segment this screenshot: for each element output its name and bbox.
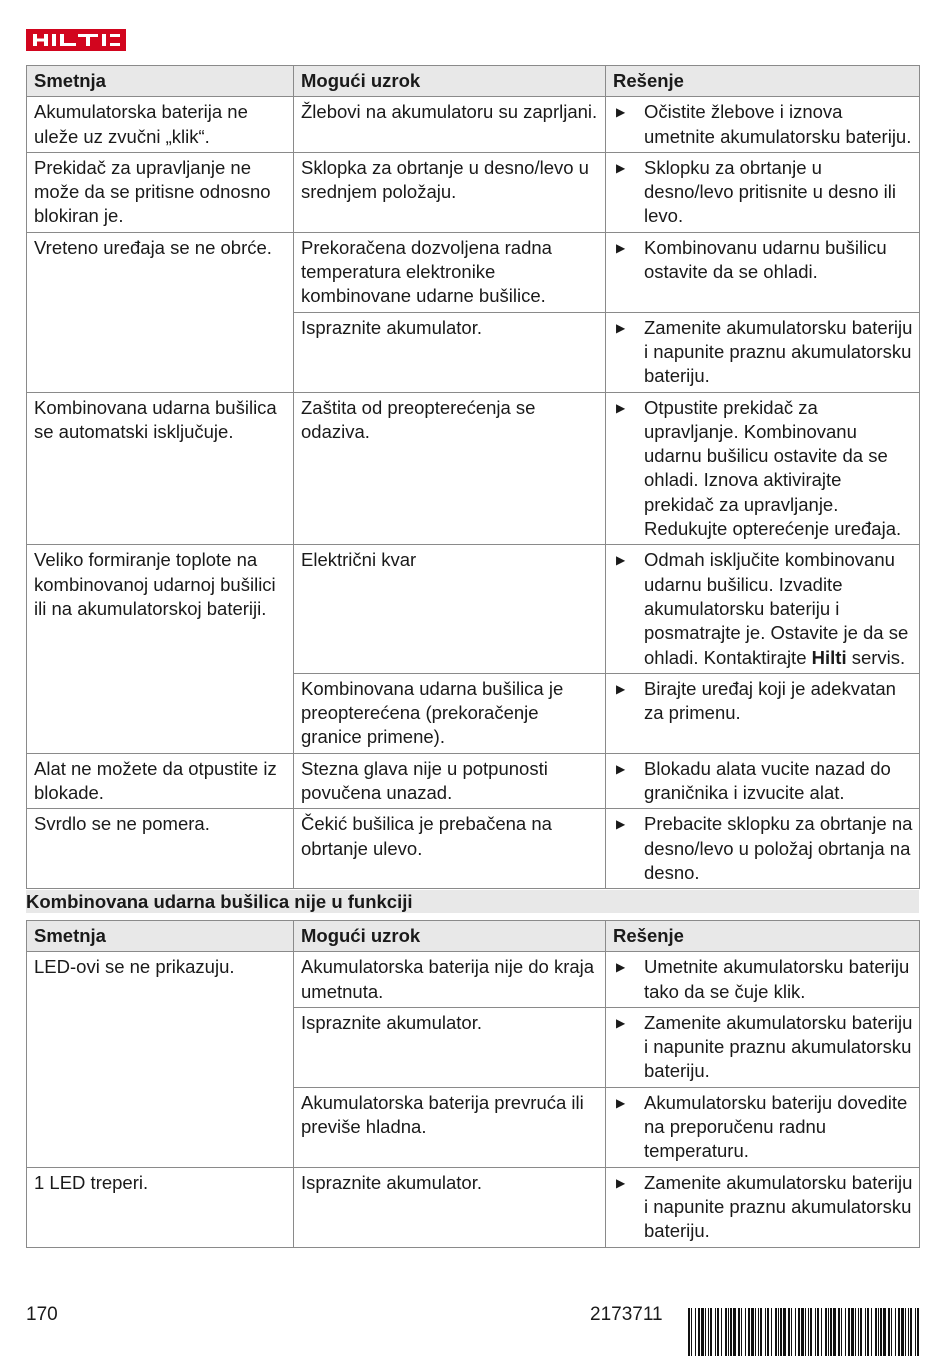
solution-cell [606,673,920,753]
barcode-bar [691,1308,692,1356]
table-row [27,1167,920,1247]
solution-text: Akumulatorsku bateriju dovedite na preporučenu radnu temperaturu. [644,1091,908,1162]
solution-cell [606,545,920,673]
hilti-logo [26,29,126,51]
document-number: 2173711 [590,1304,663,1325]
solution-text-part: Odmah isključite kombinovanu udarnu bušilicu. Izvadite akumulatorsku bateriju i posmatrajte je. Ostavite je da se ohladi. Kontaktirajte [644,549,909,668]
problem-cell: Akumulatorska baterija ne uleže uz zvučni „klik“. [27,97,294,153]
barcode-bar [848,1308,850,1356]
solution-cell [606,1007,920,1087]
barcode-bar [738,1308,740,1356]
cause-cell: Zaštita od preopterećenja se odaziva. [294,392,606,545]
arrow-right-icon: ▶ [616,240,626,255]
cause-cell: Stezna glava nije u potpunosti povučena unazad. [294,753,606,809]
cause-cell: Električni kvar [294,545,606,673]
header-solution: Rešenje [606,66,920,97]
header-problem: Smetnja [27,921,294,952]
cause-cell: Sklopka za obrtanje u desno/levo u srednjem položaju. [294,152,606,232]
problem-cell: Veliko formiranje toplote na kombinovanoj udarnoj bušilici ili na akumulatorskoj bateriji. [27,545,294,753]
barcode-bar [908,1308,909,1356]
barcode-bar [745,1308,746,1356]
solution-text: Zamenite akumulatorsku bateriju i napunite praznu akumulatorsku bateriju. [644,1011,913,1082]
troubleshooting-table-1 [26,65,920,889]
barcode-bar [728,1308,729,1356]
solution-text: Kombinovanu udarnu bušilicu ostavite da se ohladi. [644,236,887,283]
cause-cell: Ispraznite akumulator. [294,312,606,392]
barcode-bar [758,1308,759,1356]
solution-text [644,548,913,669]
barcode-bar [910,1308,912,1356]
solution-text: Sklopku za obrtanje u desno/levo pritisnite u desno ili levo. [644,156,896,227]
arrow-right-icon: ▶ [616,160,626,175]
problem-cell: 1 LED treperi. [27,1167,294,1247]
solution-text-part: servis. [846,646,906,668]
solution-text: Umetnite akumulatorsku bateriju tako da se čuje klik. [644,956,910,1002]
arrow-right-icon: ▶ [616,1015,626,1030]
barcode-bar [895,1308,896,1356]
barcode-bar [808,1308,809,1356]
barcode-bar [765,1308,766,1356]
arrow-right-icon: ▶ [616,400,626,415]
solution-cell [606,97,920,153]
table-header-row [27,921,920,952]
barcode-bar [828,1308,829,1356]
barcode-bar [883,1308,886,1356]
barcode-bar [898,1308,900,1356]
arrow-right-icon: ▶ [616,817,626,832]
solution-text: Očistite žlebove i iznova umetnite akumulatorsku bateriju. [644,101,912,147]
problem-cell: Vreteno uređaja se ne obrće. [27,232,294,392]
solution-cell [606,1167,920,1247]
barcode-bar [905,1308,906,1356]
table-row [27,152,920,232]
barcode-bar [710,1308,712,1356]
cause-cell: Prekoračena dozvoljena radna temperatura elektronike kombinovane udarne bušilice. [294,232,606,312]
barcode-bar [833,1308,836,1356]
header-problem: Smetnja [27,66,294,97]
barcode-bar [917,1308,919,1356]
barcode-bar [855,1308,856,1356]
barcode-bar [875,1308,877,1356]
barcode-bar [878,1308,879,1356]
troubleshooting-table-2 [26,920,920,1248]
table-header-row [27,66,920,97]
barcode-bar [880,1308,882,1356]
arrow-right-icon: ▶ [616,105,626,120]
barcode-bar [751,1308,754,1356]
barcode-bar [865,1308,866,1356]
cause-cell: Akumulatorska baterija nije do kraja umetnuta. [294,952,606,1008]
cause-cell: Ispraznite akumulator. [294,1167,606,1247]
cause-cell: Kombinovana udarna bušilica je preopterećena (prekoračenje granice primene). [294,673,606,753]
barcode-bar [838,1308,840,1356]
table-row [27,232,920,312]
header-cause: Mogući uzrok [294,66,606,97]
barcode-bar [730,1308,732,1356]
solution-cell [606,312,920,392]
problem-cell: Prekidač za upravljanje ne može da se pritisne odnosno blokiran je. [27,152,294,232]
header-cause: Mogući uzrok [294,921,606,952]
solution-text: Birajte uređaj koji je adekvatan za primenu. [644,677,896,724]
barcode-bar [755,1308,756,1356]
problem-cell: Alat ne možete da otpustite iz blokade. [27,753,294,809]
barcode-bar [871,1308,872,1356]
barcode-bar [767,1308,769,1356]
solution-cell [606,1087,920,1167]
table-row [27,809,920,889]
barcode-bar [821,1308,822,1356]
table-row [27,753,920,809]
solution-cell [606,392,920,545]
barcode-bar [695,1308,696,1356]
header-solution: Rešenje [606,921,920,952]
arrow-right-icon: ▶ [616,681,626,696]
cause-cell: Žlebovi na akumulatoru su zaprljani. [294,97,606,153]
barcode-bar [915,1308,916,1356]
barcode-bar [801,1308,804,1356]
arrow-right-icon: ▶ [616,761,626,776]
solution-cell [606,753,920,809]
section-heading: Kombinovana udarna bušilica nije u funkciji [26,890,919,913]
solution-text: Prebacite sklopku za obrtanje na desno/levo u položaj obrtanja na desno. [644,813,913,883]
barcode-bar [810,1308,812,1356]
barcode-bar [867,1308,869,1356]
table-row [27,545,920,673]
table-row [27,952,920,1008]
barcode-bar [778,1308,779,1356]
solution-cell [606,152,920,232]
cause-cell: Čekić bušilica je prebačena na obrtanje ulevo. [294,809,606,889]
table-row [27,392,920,545]
barcode-bar [815,1308,816,1356]
barcode-bar [788,1308,790,1356]
barcode-bar [830,1308,832,1356]
arrow-right-icon: ▶ [616,320,626,335]
barcode-bar [715,1308,716,1356]
solution-cell [606,809,920,889]
arrow-right-icon: ▶ [616,960,626,975]
barcode-bar [845,1308,846,1356]
barcode-bar [771,1308,772,1356]
problem-cell: Kombinovana udarna bušilica se automatski isključuje. [27,392,294,545]
barcode-bar [901,1308,904,1356]
barcode-bar [748,1308,750,1356]
barcode-bar [780,1308,782,1356]
barcode [688,1308,919,1356]
barcode-bar [858,1308,859,1356]
barcode-bar [891,1308,892,1356]
barcode-bar [688,1308,690,1356]
solution-text: Otpustite prekidač za upravljanje. Kombinovanu udarnu bušilicu ostavite da se ohladi. Iznova aktivirajte prekidač za upravljanje. Redukujte opterećenje uređaja. [644,396,902,540]
barcode-bar [825,1308,827,1356]
barcode-bar [791,1308,792,1356]
barcode-bar [721,1308,722,1356]
solution-cell [606,232,920,312]
solution-text: Zamenite akumulatorsku bateriju i napunite praznu akumulatorsku bateriju. [644,316,913,387]
barcode-bar [841,1308,842,1356]
solution-text: Blokadu alata vucite nazad do graničnika i izvucite alat. [644,757,891,804]
barcode-bar [733,1308,736,1356]
barcode-bar [851,1308,854,1356]
barcode-bar [725,1308,727,1356]
barcode-bar [741,1308,742,1356]
barcode-bar [805,1308,806,1356]
barcode-bar [760,1308,762,1356]
cause-cell: Ispraznite akumulator. [294,1007,606,1087]
barcode-bar [783,1308,786,1356]
arrow-right-icon: ▶ [616,1175,626,1190]
solution-text: Zamenite akumulatorsku bateriju i napunite praznu akumulatorsku bateriju. [644,1171,913,1242]
barcode-bar [775,1308,777,1356]
arrow-right-icon: ▶ [616,553,626,568]
barcode-bar [698,1308,700,1356]
problem-cell: Svrdlo se ne pomera. [27,809,294,889]
table-row [27,97,920,153]
barcode-bar [817,1308,819,1356]
cause-cell: Akumulatorska baterija prevruća ili previše hladna. [294,1087,606,1167]
brand-name: Hilti [811,646,847,668]
solution-cell [606,952,920,1008]
barcode-bar [798,1308,800,1356]
barcode-bar [888,1308,890,1356]
barcode-bar [705,1308,706,1356]
barcode-bar [708,1308,709,1356]
barcode-bar [795,1308,796,1356]
barcode-bar [860,1308,862,1356]
problem-cell: LED-ovi se ne prikazuju. [27,952,294,1167]
barcode-bar [701,1308,704,1356]
barcode-bar [717,1308,719,1356]
page-number: 170 [26,1304,58,1325]
arrow-right-icon: ▶ [616,1095,626,1110]
